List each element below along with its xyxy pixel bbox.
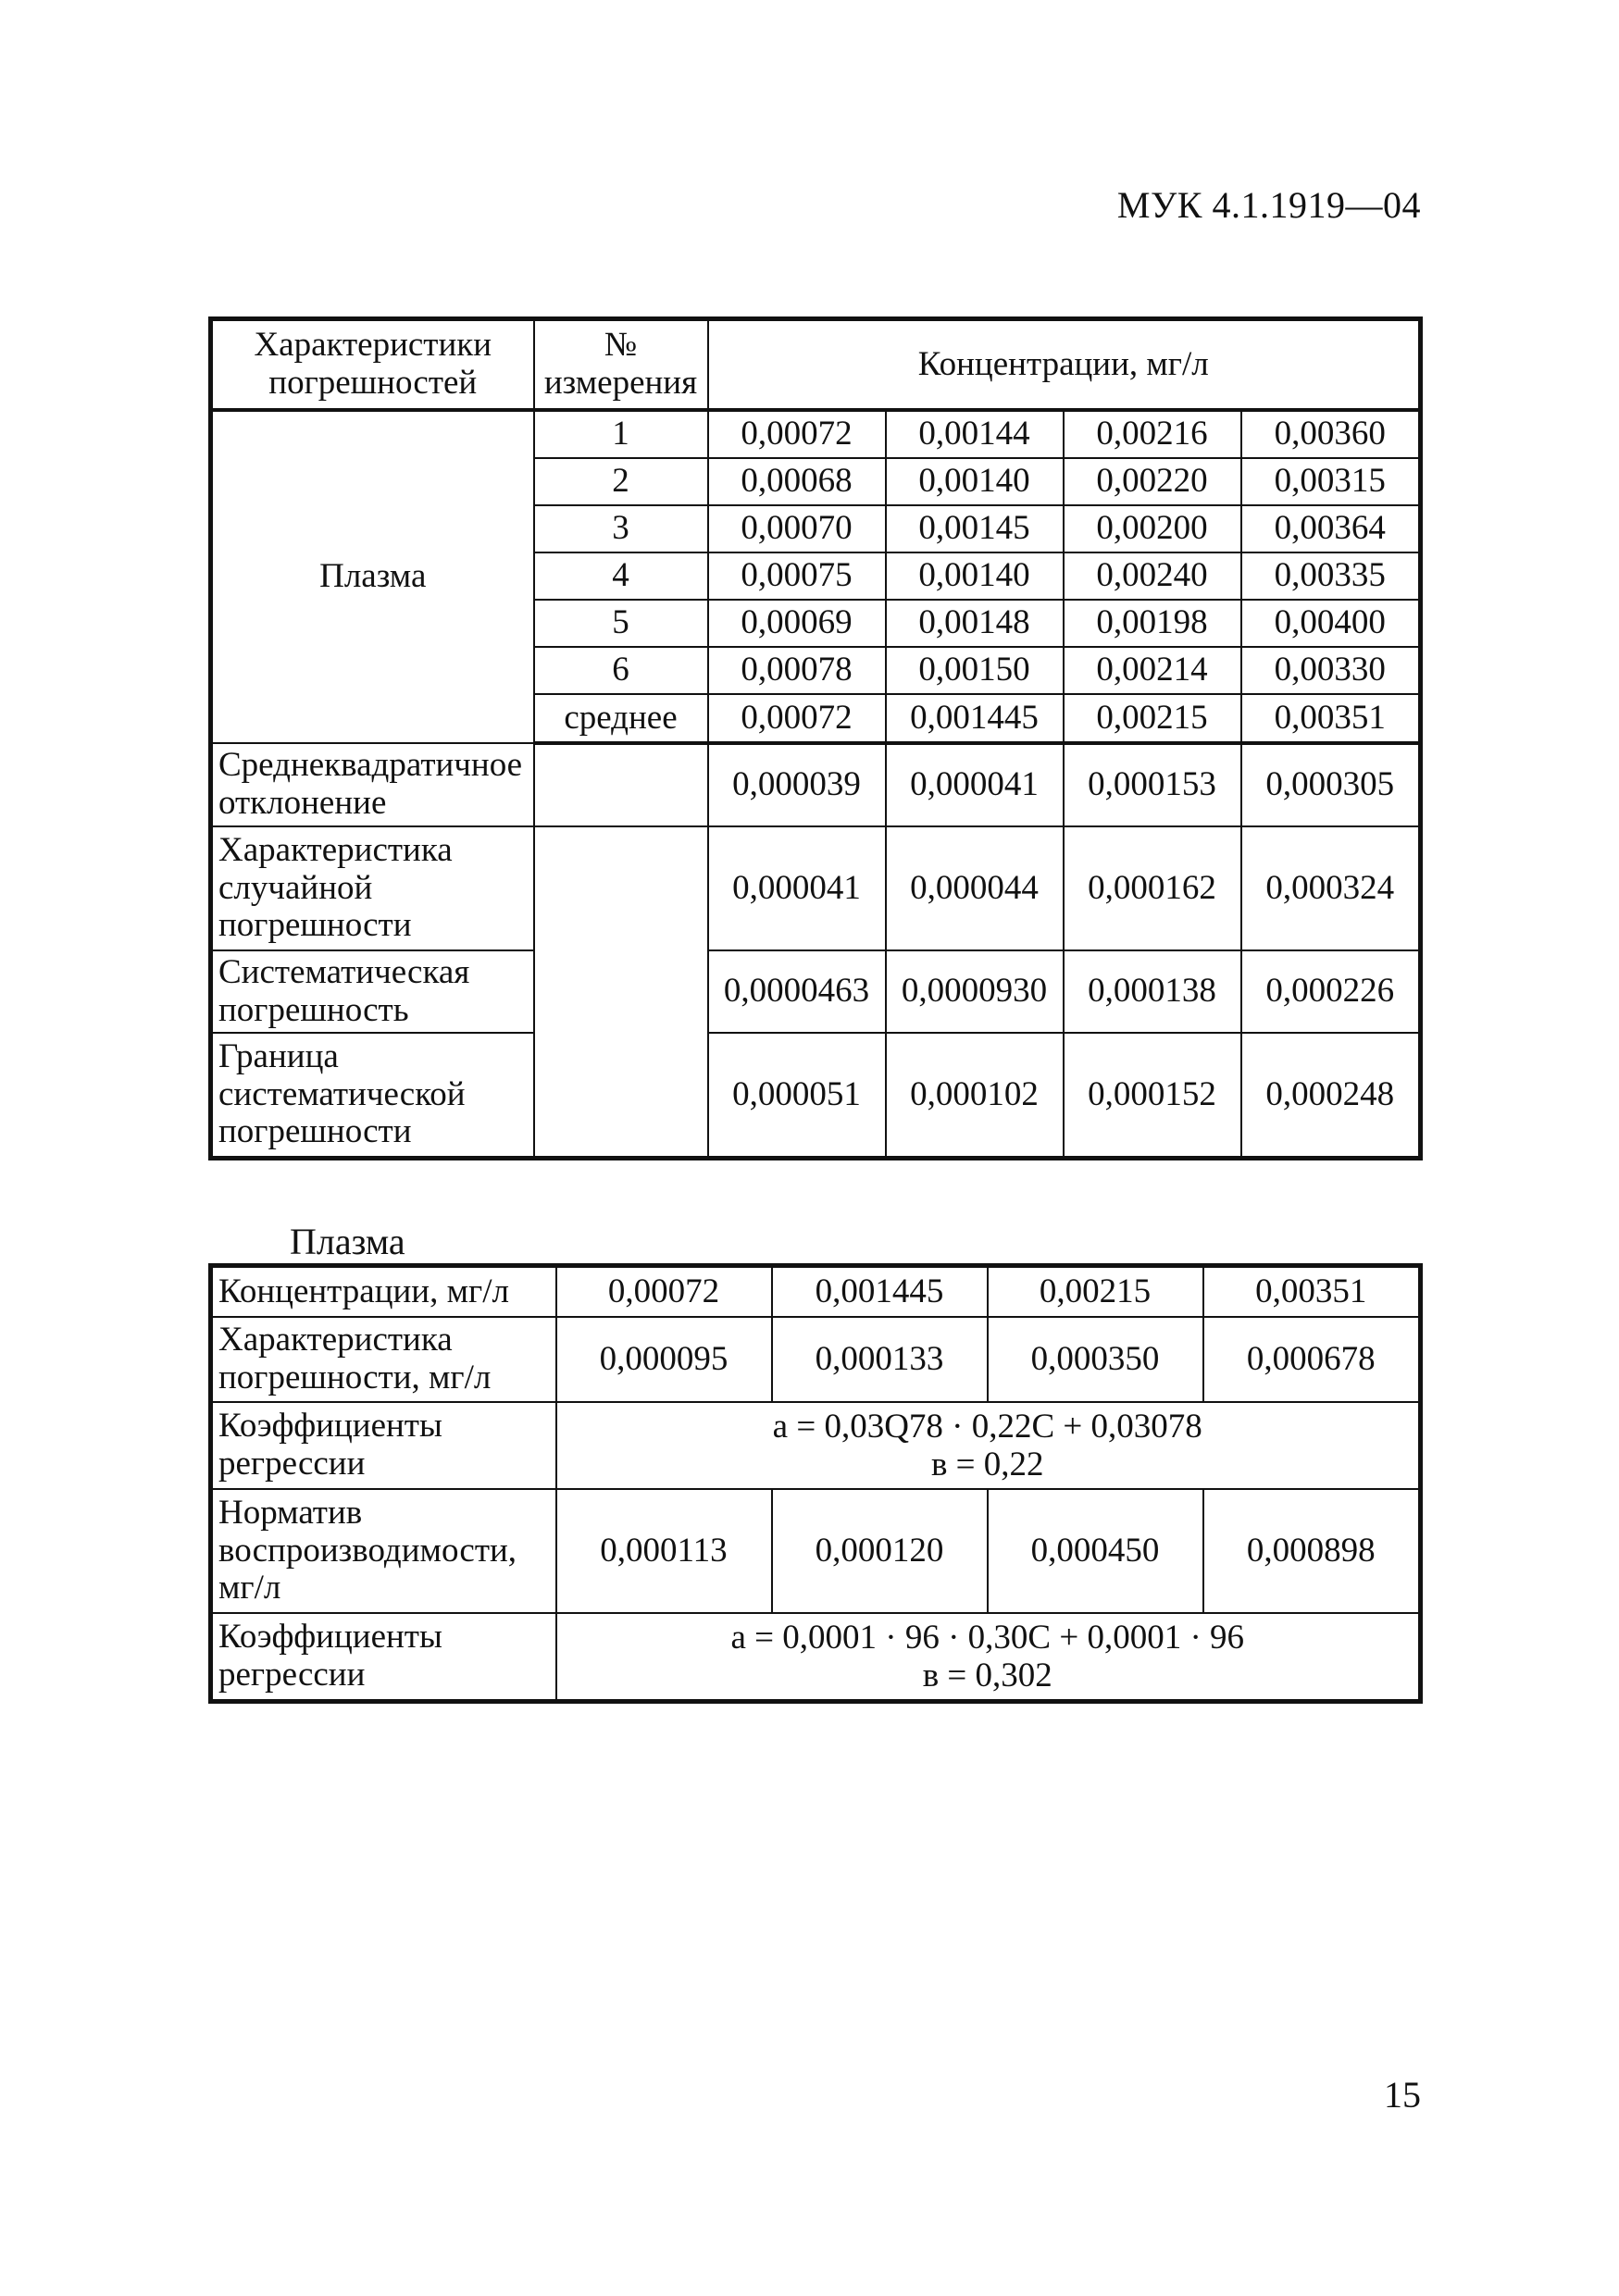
table-cell: 0,0000463 — [708, 950, 886, 1033]
measurement-number: 5 — [534, 600, 708, 647]
table-cell: 0,00144 — [886, 410, 1064, 458]
measurement-number: 6 — [534, 647, 708, 694]
table-cell: 0,00400 — [1241, 600, 1421, 647]
table-cell: 0,000324 — [1241, 826, 1421, 950]
std-deviation-row — [211, 743, 1421, 826]
header-concentrations: Концентрации, мг/л — [708, 319, 1421, 411]
table-cell: 0,00200 — [1064, 505, 1241, 552]
plasma-summary-table — [208, 1263, 1423, 1704]
empty-cell — [534, 743, 708, 826]
table-cell: 0,001445 — [886, 694, 1064, 743]
table-cell: 0,00330 — [1241, 647, 1421, 694]
table-cell: 0,00360 — [1241, 410, 1421, 458]
table-cell: 0,000138 — [1064, 950, 1241, 1033]
table-cell: 0,000162 — [1064, 826, 1241, 950]
regression-formula — [556, 1402, 1421, 1489]
table-cell: 0,00220 — [1064, 458, 1241, 505]
concentrations-row — [211, 1266, 1421, 1318]
table-cell: 0,00148 — [886, 600, 1064, 647]
document-code: МУК 4.1.1919—04 — [1116, 184, 1421, 226]
formula-line: а = 0,0001 · 96 · 0,30С + 0,0001 · 96 — [730, 1618, 1245, 1657]
table-cell: 0,000044 — [886, 826, 1064, 950]
table-cell: 0,00335 — [1241, 552, 1421, 600]
table-cell: 0,00215 — [988, 1266, 1203, 1318]
error-characteristic-row — [211, 1317, 1421, 1402]
table-cell: 0,00315 — [1241, 458, 1421, 505]
table-cell: 0,00078 — [708, 647, 886, 694]
table-cell: 0,00214 — [1064, 647, 1241, 694]
table-cell: 0,00075 — [708, 552, 886, 600]
table-cell: 0,000041 — [886, 743, 1064, 826]
table-cell: 0,00069 — [708, 600, 886, 647]
group-label-plasma: Плазма — [211, 410, 534, 743]
table-cell: 0,00072 — [708, 410, 886, 458]
reproducibility-row — [211, 1489, 1421, 1613]
row-label: Граница систематической погрешности — [211, 1033, 534, 1159]
table-cell: 0,000153 — [1064, 743, 1241, 826]
table-cell: 0,00140 — [886, 458, 1064, 505]
systematic-bound-row — [211, 1033, 1421, 1159]
regression-row — [211, 1613, 1421, 1702]
table-cell: 0,000152 — [1064, 1033, 1241, 1159]
table-cell: 0,000102 — [886, 1033, 1064, 1159]
table-cell: 0,000678 — [1203, 1317, 1421, 1402]
systematic-error-row — [211, 950, 1421, 1033]
row-label: Характеристика погрешности, мг/л — [211, 1317, 556, 1402]
table-cell: 0,00070 — [708, 505, 886, 552]
row-label: Среднеквадратичное отклонение — [211, 743, 534, 826]
table-cell: 0,000039 — [708, 743, 886, 826]
row-label: Концентрации, мг/л — [211, 1266, 556, 1318]
table-cell: 0,000305 — [1241, 743, 1421, 826]
row-label: Характеристика случайной погрешности — [211, 826, 534, 950]
table-cell: 0,000095 — [556, 1317, 772, 1402]
table-cell: 0,00351 — [1203, 1266, 1421, 1318]
table-header-row — [211, 319, 1421, 411]
formula-line: в = 0,22 — [930, 1446, 1044, 1483]
table-cell: 0,000133 — [772, 1317, 988, 1402]
table-cell: 0,000450 — [988, 1489, 1203, 1613]
table-cell: 0,0000930 — [886, 950, 1064, 1033]
table-cell: 0,000041 — [708, 826, 886, 950]
measurement-number: 3 — [534, 505, 708, 552]
formula-line: в = 0,302 — [922, 1657, 1052, 1694]
table-cell: 0,00198 — [1064, 600, 1241, 647]
measurement-number: 4 — [534, 552, 708, 600]
table-cell: 0,000898 — [1203, 1489, 1421, 1613]
empty-cell — [534, 826, 708, 1159]
error-characteristics-table — [208, 316, 1423, 1160]
row-label: Норматив воспроизводимости, мг/л — [211, 1489, 556, 1613]
header-measurement-number: № измерения — [534, 319, 708, 411]
table-cell: 0,00068 — [708, 458, 886, 505]
table-cell: 0,001445 — [772, 1266, 988, 1318]
table-cell: 0,000051 — [708, 1033, 886, 1159]
table-cell: 0,000226 — [1241, 950, 1421, 1033]
random-error-row — [211, 826, 1421, 950]
table-row — [211, 410, 1421, 458]
formula-line: а = 0,03Q78 · 0,22С + 0,03078 — [772, 1407, 1202, 1446]
measurement-number: 1 — [534, 410, 708, 458]
table-cell: 0,00140 — [886, 552, 1064, 600]
table-cell: 0,00240 — [1064, 552, 1241, 600]
table-cell: 0,00072 — [708, 694, 886, 743]
regression-formula — [556, 1613, 1421, 1702]
table-cell: 0,000113 — [556, 1489, 772, 1613]
row-label: Коэффициенты регрессии — [211, 1613, 556, 1702]
page-number: 15 — [1384, 2074, 1421, 2116]
table-cell: 0,00150 — [886, 647, 1064, 694]
table-cell: 0,000120 — [772, 1489, 988, 1613]
table-cell: 0,00351 — [1241, 694, 1421, 743]
row-label: Коэффициенты регрессии — [211, 1402, 556, 1489]
table-cell: 0,00216 — [1064, 410, 1241, 458]
header-characteristics: Характеристики погрешностей — [211, 319, 534, 411]
measurement-number: 2 — [534, 458, 708, 505]
table-cell: 0,00145 — [886, 505, 1064, 552]
mean-label: среднее — [534, 694, 708, 743]
table-cell: 0,00215 — [1064, 694, 1241, 743]
regression-row — [211, 1402, 1421, 1489]
section-title: Плазма — [290, 1221, 405, 1262]
table-cell: 0,000248 — [1241, 1033, 1421, 1159]
table-cell: 0,00072 — [556, 1266, 772, 1318]
row-label: Систематическая погрешность — [211, 950, 534, 1033]
table-cell: 0,000350 — [988, 1317, 1203, 1402]
table-cell: 0,00364 — [1241, 505, 1421, 552]
